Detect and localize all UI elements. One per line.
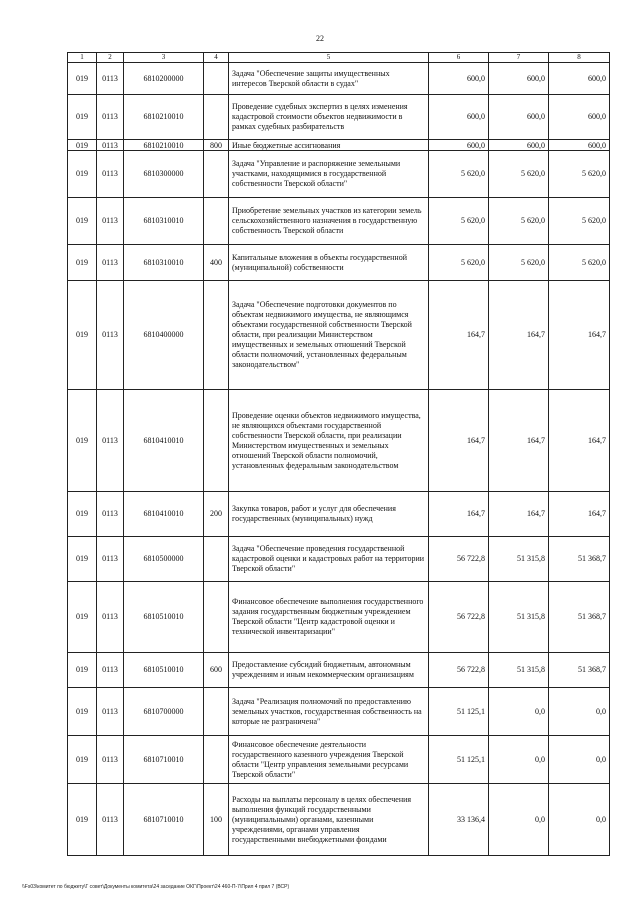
amount-col-6: 600,0 bbox=[429, 63, 489, 95]
amount-col-6: 5 620,0 bbox=[429, 151, 489, 198]
ministry-code: 019 bbox=[68, 95, 97, 140]
expense-type-code bbox=[204, 281, 229, 390]
item-description: Финансовое обеспечение деятельности государственного казенного учреждения Тверской области "Центр управления земельными ресурсами Тверской области" bbox=[229, 736, 429, 784]
amount-col-7: 164,7 bbox=[489, 390, 549, 492]
header-col-2: 2 bbox=[97, 53, 124, 63]
target-article-code: 6810410010 bbox=[124, 492, 204, 537]
item-description: Закупка товаров, работ и услуг для обеспечения государственных (муниципальных) нужд bbox=[229, 492, 429, 537]
item-description: Финансовое обеспечение выполнения государственного задания государственным бюджетным учреждением Тверской области "Центр кадастровой оценки и технической инвентаризации" bbox=[229, 582, 429, 653]
section-code: 0113 bbox=[97, 736, 124, 784]
target-article-code: 6810300000 bbox=[124, 151, 204, 198]
section-code: 0113 bbox=[97, 492, 124, 537]
amount-col-7: 5 620,0 bbox=[489, 198, 549, 245]
table-row bbox=[68, 784, 610, 856]
amount-col-8: 5 620,0 bbox=[549, 151, 610, 198]
ministry-code: 019 bbox=[68, 390, 97, 492]
amount-col-7: 51 315,8 bbox=[489, 582, 549, 653]
section-code: 0113 bbox=[97, 653, 124, 688]
amount-col-8: 164,7 bbox=[549, 281, 610, 390]
section-code: 0113 bbox=[97, 63, 124, 95]
table-row bbox=[68, 390, 610, 492]
amount-col-8: 600,0 bbox=[549, 63, 610, 95]
amount-col-8: 51 368,7 bbox=[549, 582, 610, 653]
amount-col-7: 51 315,8 bbox=[489, 537, 549, 582]
ministry-code: 019 bbox=[68, 140, 97, 151]
expense-type-code: 600 bbox=[204, 653, 229, 688]
item-description: Задача "Реализация полномочий по предоставлению земельных участков, государственная собственность на которые не разграничена" bbox=[229, 688, 429, 736]
table-row bbox=[68, 653, 610, 688]
ministry-code: 019 bbox=[68, 582, 97, 653]
target-article-code: 6810710010 bbox=[124, 784, 204, 856]
item-description: Проведение оценки объектов недвижимого имущества, не являющихся объектами государственной собственности Тверской области, при реализации Министерством имущественных и земельных отношений Тверской области полномочий, установленных федеральным законодательством bbox=[229, 390, 429, 492]
amount-col-7: 5 620,0 bbox=[489, 151, 549, 198]
amount-col-8: 5 620,0 bbox=[549, 198, 610, 245]
target-article-code: 6810500000 bbox=[124, 537, 204, 582]
section-code: 0113 bbox=[97, 281, 124, 390]
expense-type-code bbox=[204, 688, 229, 736]
budget-table bbox=[67, 52, 610, 856]
table-row bbox=[68, 537, 610, 582]
amount-col-7: 0,0 bbox=[489, 736, 549, 784]
amount-col-7: 51 315,8 bbox=[489, 653, 549, 688]
amount-col-8: 0,0 bbox=[549, 688, 610, 736]
target-article-code: 6810210010 bbox=[124, 140, 204, 151]
amount-col-7: 0,0 bbox=[489, 784, 549, 856]
amount-col-8: 164,7 bbox=[549, 492, 610, 537]
target-article-code: 6810400000 bbox=[124, 281, 204, 390]
header-col-8: 8 bbox=[549, 53, 610, 63]
amount-col-8: 51 368,7 bbox=[549, 537, 610, 582]
target-article-code: 6810310010 bbox=[124, 198, 204, 245]
section-code: 0113 bbox=[97, 688, 124, 736]
amount-col-7: 600,0 bbox=[489, 63, 549, 95]
target-article-code: 6810710010 bbox=[124, 736, 204, 784]
table-row bbox=[68, 281, 610, 390]
expense-type-code: 200 bbox=[204, 492, 229, 537]
amount-col-8: 0,0 bbox=[549, 736, 610, 784]
header-col-7: 7 bbox=[489, 53, 549, 63]
table-row bbox=[68, 582, 610, 653]
amount-col-6: 600,0 bbox=[429, 140, 489, 151]
amount-col-7: 164,7 bbox=[489, 492, 549, 537]
amount-col-6: 164,7 bbox=[429, 390, 489, 492]
ministry-code: 019 bbox=[68, 63, 97, 95]
expense-type-code bbox=[204, 537, 229, 582]
amount-col-6: 33 136,4 bbox=[429, 784, 489, 856]
amount-col-8: 5 620,0 bbox=[549, 245, 610, 281]
section-code: 0113 bbox=[97, 537, 124, 582]
item-description: Приобретение земельных участков из категории земель сельскохозяйственного назначения в государственную собственность Тверской области bbox=[229, 198, 429, 245]
item-description: Задача "Обеспечение защиты имущественных интересов Тверской области в судах" bbox=[229, 63, 429, 95]
expense-type-code bbox=[204, 151, 229, 198]
amount-col-8: 600,0 bbox=[549, 140, 610, 151]
section-code: 0113 bbox=[97, 784, 124, 856]
table-row bbox=[68, 245, 610, 281]
ministry-code: 019 bbox=[68, 688, 97, 736]
table-row bbox=[68, 688, 610, 736]
expense-type-code: 800 bbox=[204, 140, 229, 151]
amount-col-7: 600,0 bbox=[489, 95, 549, 140]
amount-col-8: 600,0 bbox=[549, 95, 610, 140]
section-code: 0113 bbox=[97, 95, 124, 140]
amount-col-6: 51 125,1 bbox=[429, 736, 489, 784]
ministry-code: 019 bbox=[68, 245, 97, 281]
expense-type-code: 400 bbox=[204, 245, 229, 281]
target-article-code: 6810200000 bbox=[124, 63, 204, 95]
header-col-4: 4 bbox=[204, 53, 229, 63]
expense-type-code bbox=[204, 63, 229, 95]
amount-col-6: 56 722,8 bbox=[429, 582, 489, 653]
amount-col-8: 51 368,7 bbox=[549, 653, 610, 688]
item-description: Задача "Обеспечение проведения государственной кадастровой оценки и кадастровых работ на территории Тверской области" bbox=[229, 537, 429, 582]
section-code: 0113 bbox=[97, 198, 124, 245]
amount-col-8: 164,7 bbox=[549, 390, 610, 492]
target-article-code: 6810410010 bbox=[124, 390, 204, 492]
table-row bbox=[68, 736, 610, 784]
page-number: 22 bbox=[316, 34, 324, 43]
table-row bbox=[68, 151, 610, 198]
ministry-code: 019 bbox=[68, 151, 97, 198]
item-description: Расходы на выплаты персоналу в целях обеспечения выполнения функций государственными (муниципальными) органами, казенными учреждениями, органами управления государственными внебюджетными фондами bbox=[229, 784, 429, 856]
amount-col-6: 56 722,8 bbox=[429, 537, 489, 582]
ministry-code: 019 bbox=[68, 653, 97, 688]
header-col-1: 1 bbox=[68, 53, 97, 63]
amount-col-7: 0,0 bbox=[489, 688, 549, 736]
amount-col-7: 600,0 bbox=[489, 140, 549, 151]
target-article-code: 6810510010 bbox=[124, 653, 204, 688]
amount-col-6: 5 620,0 bbox=[429, 198, 489, 245]
ministry-code: 019 bbox=[68, 198, 97, 245]
item-description: Задача "Управление и распоряжение земельными участками, находящимися в государственной собственности Тверской области" bbox=[229, 151, 429, 198]
table-row bbox=[68, 63, 610, 95]
table-row bbox=[68, 492, 610, 537]
amount-col-8: 0,0 bbox=[549, 784, 610, 856]
section-code: 0113 bbox=[97, 390, 124, 492]
target-article-code: 6810700000 bbox=[124, 688, 204, 736]
section-code: 0113 bbox=[97, 245, 124, 281]
expense-type-code bbox=[204, 582, 229, 653]
expense-type-code: 100 bbox=[204, 784, 229, 856]
amount-col-6: 56 722,8 bbox=[429, 653, 489, 688]
table-header bbox=[68, 53, 610, 63]
target-article-code: 6810210010 bbox=[124, 95, 204, 140]
table-row bbox=[68, 198, 610, 245]
header-col-6: 6 bbox=[429, 53, 489, 63]
amount-col-6: 5 620,0 bbox=[429, 245, 489, 281]
item-description: Задача "Обеспечение подготовки документов по объектам недвижимого имущества, не являющимся объектами государственной собственности Тверской области, при реализации Министерством имущественных и земельных отношений Тверской области полномочий, установленных федеральным законодательством" bbox=[229, 281, 429, 390]
expense-type-code bbox=[204, 736, 229, 784]
item-description: Иные бюджетные ассигнования bbox=[229, 140, 429, 151]
amount-col-6: 164,7 bbox=[429, 492, 489, 537]
amount-col-7: 5 620,0 bbox=[489, 245, 549, 281]
expense-type-code bbox=[204, 198, 229, 245]
item-description: Проведение судебных экспертиз в целях изменения кадастровой стоимости объектов недвижимости в рамках судебных разбирательств bbox=[229, 95, 429, 140]
header-col-5: 5 bbox=[229, 53, 429, 63]
header-col-3: 3 bbox=[124, 53, 204, 63]
ministry-code: 019 bbox=[68, 281, 97, 390]
expense-type-code bbox=[204, 95, 229, 140]
table-row bbox=[68, 95, 610, 140]
footer-file-path: \\Fs03\комитет по бюджету\Г совет\Документы комитета\24 заседание ОКГ\Проект\24 460-П-7\Прил 4 прил 7 (ВСР) bbox=[22, 884, 290, 890]
target-article-code: 6810510010 bbox=[124, 582, 204, 653]
expense-type-code bbox=[204, 390, 229, 492]
item-description: Капитальные вложения в объекты государственной (муниципальной) собственности bbox=[229, 245, 429, 281]
ministry-code: 019 bbox=[68, 537, 97, 582]
section-code: 0113 bbox=[97, 151, 124, 198]
amount-col-6: 600,0 bbox=[429, 95, 489, 140]
ministry-code: 019 bbox=[68, 784, 97, 856]
amount-col-6: 164,7 bbox=[429, 281, 489, 390]
amount-col-7: 164,7 bbox=[489, 281, 549, 390]
target-article-code: 6810310010 bbox=[124, 245, 204, 281]
ministry-code: 019 bbox=[68, 492, 97, 537]
table-row bbox=[68, 140, 610, 151]
item-description: Предоставление субсидий бюджетным, автономным учреждениям и иным некоммерческим организациям bbox=[229, 653, 429, 688]
section-code: 0113 bbox=[97, 140, 124, 151]
ministry-code: 019 bbox=[68, 736, 97, 784]
amount-col-6: 51 125,1 bbox=[429, 688, 489, 736]
section-code: 0113 bbox=[97, 582, 124, 653]
